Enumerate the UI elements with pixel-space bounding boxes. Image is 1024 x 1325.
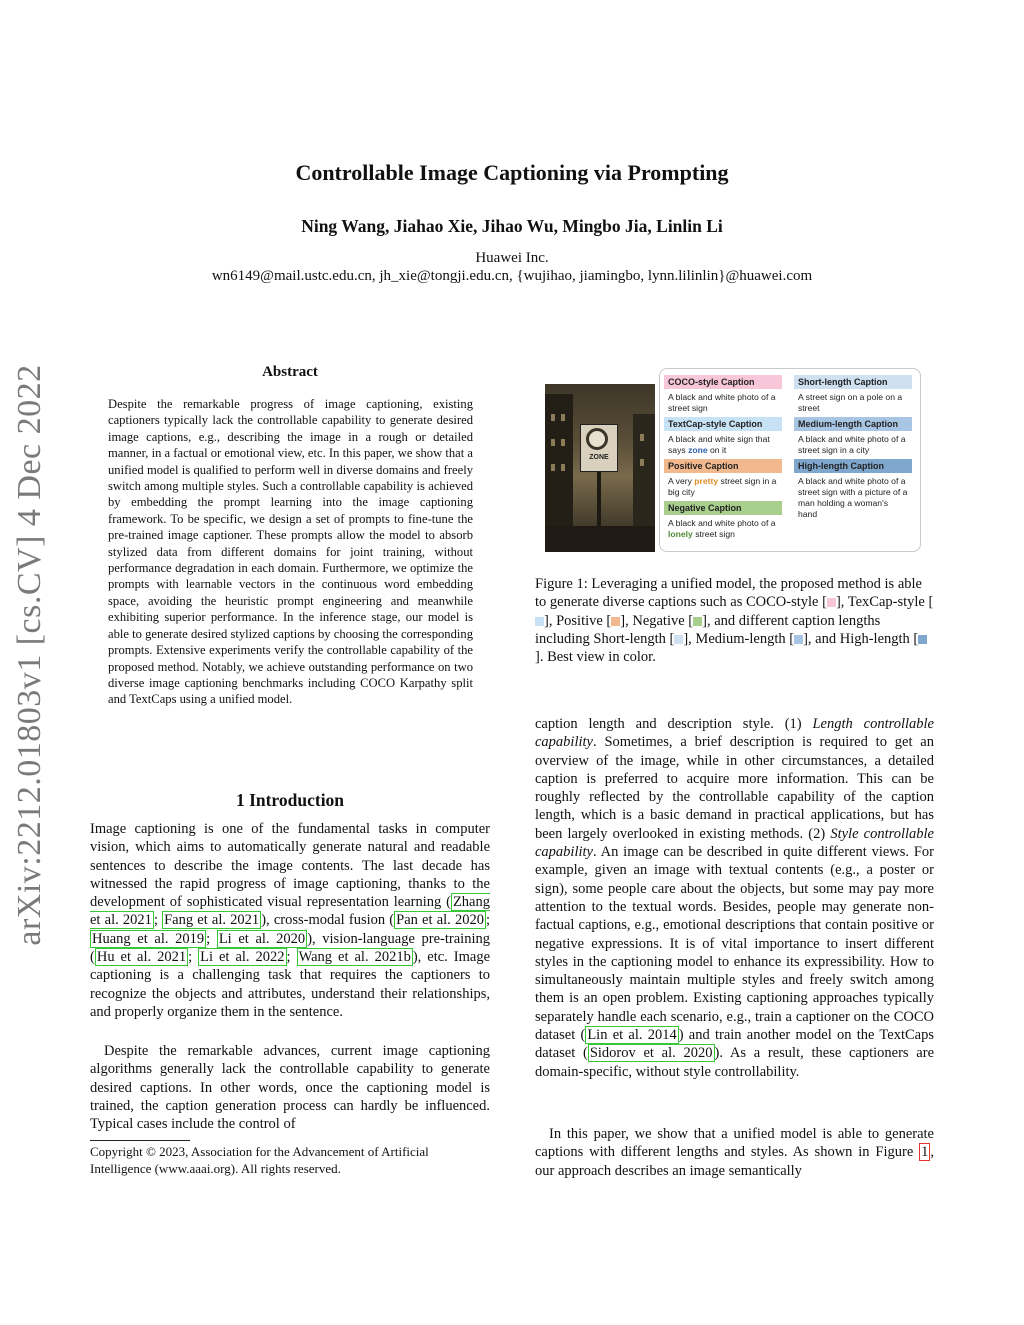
text-run: Figure 1: Leveraging a unified model, the proposed method is able to generate diverse captions such as COCO-style [ <box>535 576 922 611</box>
short-caption-text: A street sign on a pole on a street <box>798 392 903 413</box>
high-swatch <box>918 635 927 644</box>
introduction-heading: 1 Introduction <box>235 790 345 810</box>
text-run: . Sometimes, a brief description is required to get an overview of the image, while in other circumstances, a detailed caption is preferred to acquire more information. This can be roughly reflected by the controllable capability of the caption length, which is a basic demand in practical applications, but has been largely overlooked in existing methods. (2) <box>535 734 934 842</box>
text-run: ]. Best view in color. <box>535 649 656 666</box>
textcap-caption-text <box>664 434 782 456</box>
coco-caption-text: A black and white photo of a street sign <box>668 392 776 413</box>
coco-swatch <box>827 598 836 607</box>
short-caption-tag: Short-length Caption <box>794 375 912 389</box>
text-run: ], Negative [ <box>620 612 694 629</box>
citation-link[interactable]: Lin et al. 2014 <box>587 1027 677 1044</box>
citation-link[interactable]: Li et al. 2022 <box>200 949 285 966</box>
window <box>551 439 555 446</box>
sign-circle <box>586 428 608 450</box>
sign-text: ZONE <box>589 454 609 461</box>
negative-caption-tag: Negative Caption <box>664 501 782 515</box>
highlight-word: lonely <box>668 529 693 539</box>
medium-swatch <box>794 635 803 644</box>
text-run: street sign in a big city <box>668 476 777 497</box>
citation-link[interactable]: Hu et al. 2021 <box>96 949 187 966</box>
text-run: ], Medium-length [ <box>683 630 795 647</box>
text-run: . An image can be described in quite different views. For example, given an image with textual contents (e.g., a poster or sign), some people care about the objects, but some may pay more attention to the textual words. Besides, people may generate non-factual captions, e.g., emotional descriptions that contain positive or negative expressions. It is of vital importance to insert different styles in the captioning model to enhance its expressibility. How to simultaneously maintain multiple styles and freely switch among them is an open problem. Existing captioning approaches typically separately handle each scenario, e.g., train a captioner on the COCO dataset ( <box>535 844 934 1044</box>
highlight-word: zone <box>688 445 708 455</box>
text-run: ], and different caption lengths including Short-length [ <box>535 612 881 647</box>
text-run: , our approach describes an image semantically <box>535 1144 934 1179</box>
coco-caption-tag: COCO-style Caption <box>664 375 782 389</box>
arxiv-sidebar <box>0 355 60 955</box>
window <box>561 439 565 446</box>
window <box>640 434 644 441</box>
emphasis: Length controllable capability <box>535 716 934 751</box>
text-run: ; <box>286 949 297 966</box>
text-run: ), etc. Image captioning is a challenging task that requires the captioners to recognize the objects and attributes, understand their relationships, and properly organize them in the sentence. <box>90 949 491 1020</box>
caption-examples-panel <box>659 368 921 552</box>
right-paragraph-1 <box>535 715 934 1081</box>
textcap-swatch <box>535 617 544 626</box>
author-emails: wn6149@mail.ustc.edu.cn, jh_xie@tongji.edu.cn, {wujihao, jiamingbo, lynn.lilinlin}@huawei.com <box>211 268 813 284</box>
introduction-paragraph-2: Despite the remarkable advances, current image captioning algorithms generally lack the controllable capability to generate desired captions. In other words, once the captioning model is trained, the caption generation process can hardly be influenced. Typical cases include the control of <box>90 1043 490 1133</box>
citation-link[interactable]: Wang et al. 2021b <box>298 949 411 966</box>
negative-caption-text <box>664 518 782 540</box>
text-run: ], and High-length [ <box>803 630 919 647</box>
paper-title: Controllable Image Captioning via Prompting <box>295 160 729 185</box>
text-run: A very <box>668 476 695 486</box>
text-run: ], Positive [ <box>544 612 612 629</box>
text-run: ), vision-language pre-training ( <box>90 930 490 966</box>
figure-1 <box>541 368 921 553</box>
street-sign-photo <box>545 384 655 552</box>
length-captions-column <box>794 375 912 523</box>
footnote-divider <box>90 1140 190 1141</box>
highlight-word: pretty <box>694 476 719 486</box>
text-run: ) and train another model on the TextCaps dataset ( <box>535 1027 934 1062</box>
emphasis: Style controllable capability <box>535 825 934 861</box>
negative-swatch <box>693 617 702 626</box>
text-run: ). As a result, these captioners are domain-specific, without style controllability. <box>535 1045 935 1080</box>
window <box>551 464 555 471</box>
text-run: on it <box>707 445 727 455</box>
text-run: ; <box>485 912 490 929</box>
medium-caption-text: A black and white photo of a street sign in a city <box>798 434 906 455</box>
text-run: ], TexCap-style [ <box>835 594 934 611</box>
text-run: ; <box>153 912 163 929</box>
arxiv-id: arXiv:2212.01803v1 [cs.CV] 4 Dec 2022 <box>11 364 48 946</box>
citation-link[interactable]: Sidorov et al. 2020 <box>589 1045 713 1062</box>
figure-1-caption <box>535 575 934 666</box>
text-run: In this paper, we show that a unified model is able to generate captions with different lengths and styles. As shown in Figure <box>535 1126 934 1161</box>
abstract-body: Despite the remarkable progress of image captioning, existing captioners typically lack the controllable capability to generate desired image captions, e.g., describing the image in a rough or detailed manner, in a factual or emotional view, etc. In this paper, we show that a unified model is qualified to perform well in diverse domains and freely switch among multiple styles. Such a controllable capability is achieved by embedding the prompt learning into the image captioning framework. To be specific, we design a set of prompts to fine-tune the pre-trained image captioner. These prompts allow the model to absorb stylized data from different domains for joint training, without performance degradation in each domain. Furthermore, we optimize the prompts with learnable vectors in the continuous word embedding space, avoiding the heuristic prompt engineering and meanwhile exhibiting superior performance. In the inference stage, our model is able to generate desired stylized captions by choosing the corresponding prompts. Extensive experiments verify the controllable capability of the proposed method. Notably, we achieve outstanding performance on two diverse image captioning benchmarks including COCO Karpathy split and TextCaps using a unified model. <box>108 397 473 707</box>
introduction-paragraph-1 <box>90 820 490 1021</box>
text-run: ; <box>188 949 199 966</box>
text-run: A black and white sign that says <box>668 434 770 455</box>
affiliation: Huawei Inc. <box>475 250 549 266</box>
citation-link[interactable]: Fang et al. 2021 <box>164 912 260 929</box>
short-swatch <box>674 635 683 644</box>
medium-caption-tag: Medium-length Caption <box>794 417 912 431</box>
author-list: Ning Wang, Jiahao Xie, Jihao Wu, Mingbo Jia, Linlin Li <box>301 216 723 236</box>
window <box>640 459 644 466</box>
positive-caption-text <box>664 476 782 498</box>
window <box>561 414 565 421</box>
window <box>561 464 565 471</box>
citation-link[interactable]: Pan et al. 2020 <box>396 912 484 929</box>
figure-reference-link[interactable]: 1 <box>921 1144 929 1161</box>
street <box>545 526 655 552</box>
right-paragraph-2 <box>535 1125 934 1180</box>
citation-link[interactable]: Huang et al. 2019 <box>92 930 205 947</box>
positive-caption-tag: Positive Caption <box>664 459 782 473</box>
citation-link[interactable]: Zhang et al. 2021 <box>90 894 490 929</box>
textcap-caption-tag: TextCap-style Caption <box>664 417 782 431</box>
text-run: street sign <box>692 529 735 539</box>
text-run: ), cross-modal fusion ( <box>261 912 395 929</box>
high-caption-text: A black and white photo of a street sign with a picture of a man holding a woman's hand <box>798 476 908 519</box>
abstract-heading: Abstract <box>262 364 318 380</box>
text-run: caption length and description style. (1) <box>535 716 813 732</box>
text-run: Image captioning is one of the fundamental tasks in computer vision, which aims to automatically generate natural and readable sentences to describe the image contents. The last decade has witnessed the rapid progress of image captioning, thanks to the development of sophisticated visual representation learning ( <box>90 821 490 911</box>
style-captions-column <box>664 375 782 543</box>
high-caption-tag: High-length Caption <box>794 459 912 473</box>
text-run: ; <box>206 930 217 947</box>
citation-link[interactable]: Li et al. 2020 <box>218 930 306 947</box>
text-run: A black and white photo of a <box>668 518 776 528</box>
copyright-footnote: Copyright © 2023, Association for the Advancement of Artificial Intelligence (www.aaai.org). All rights reserved. <box>90 1144 429 1176</box>
window <box>551 414 555 421</box>
positive-swatch <box>611 617 620 626</box>
